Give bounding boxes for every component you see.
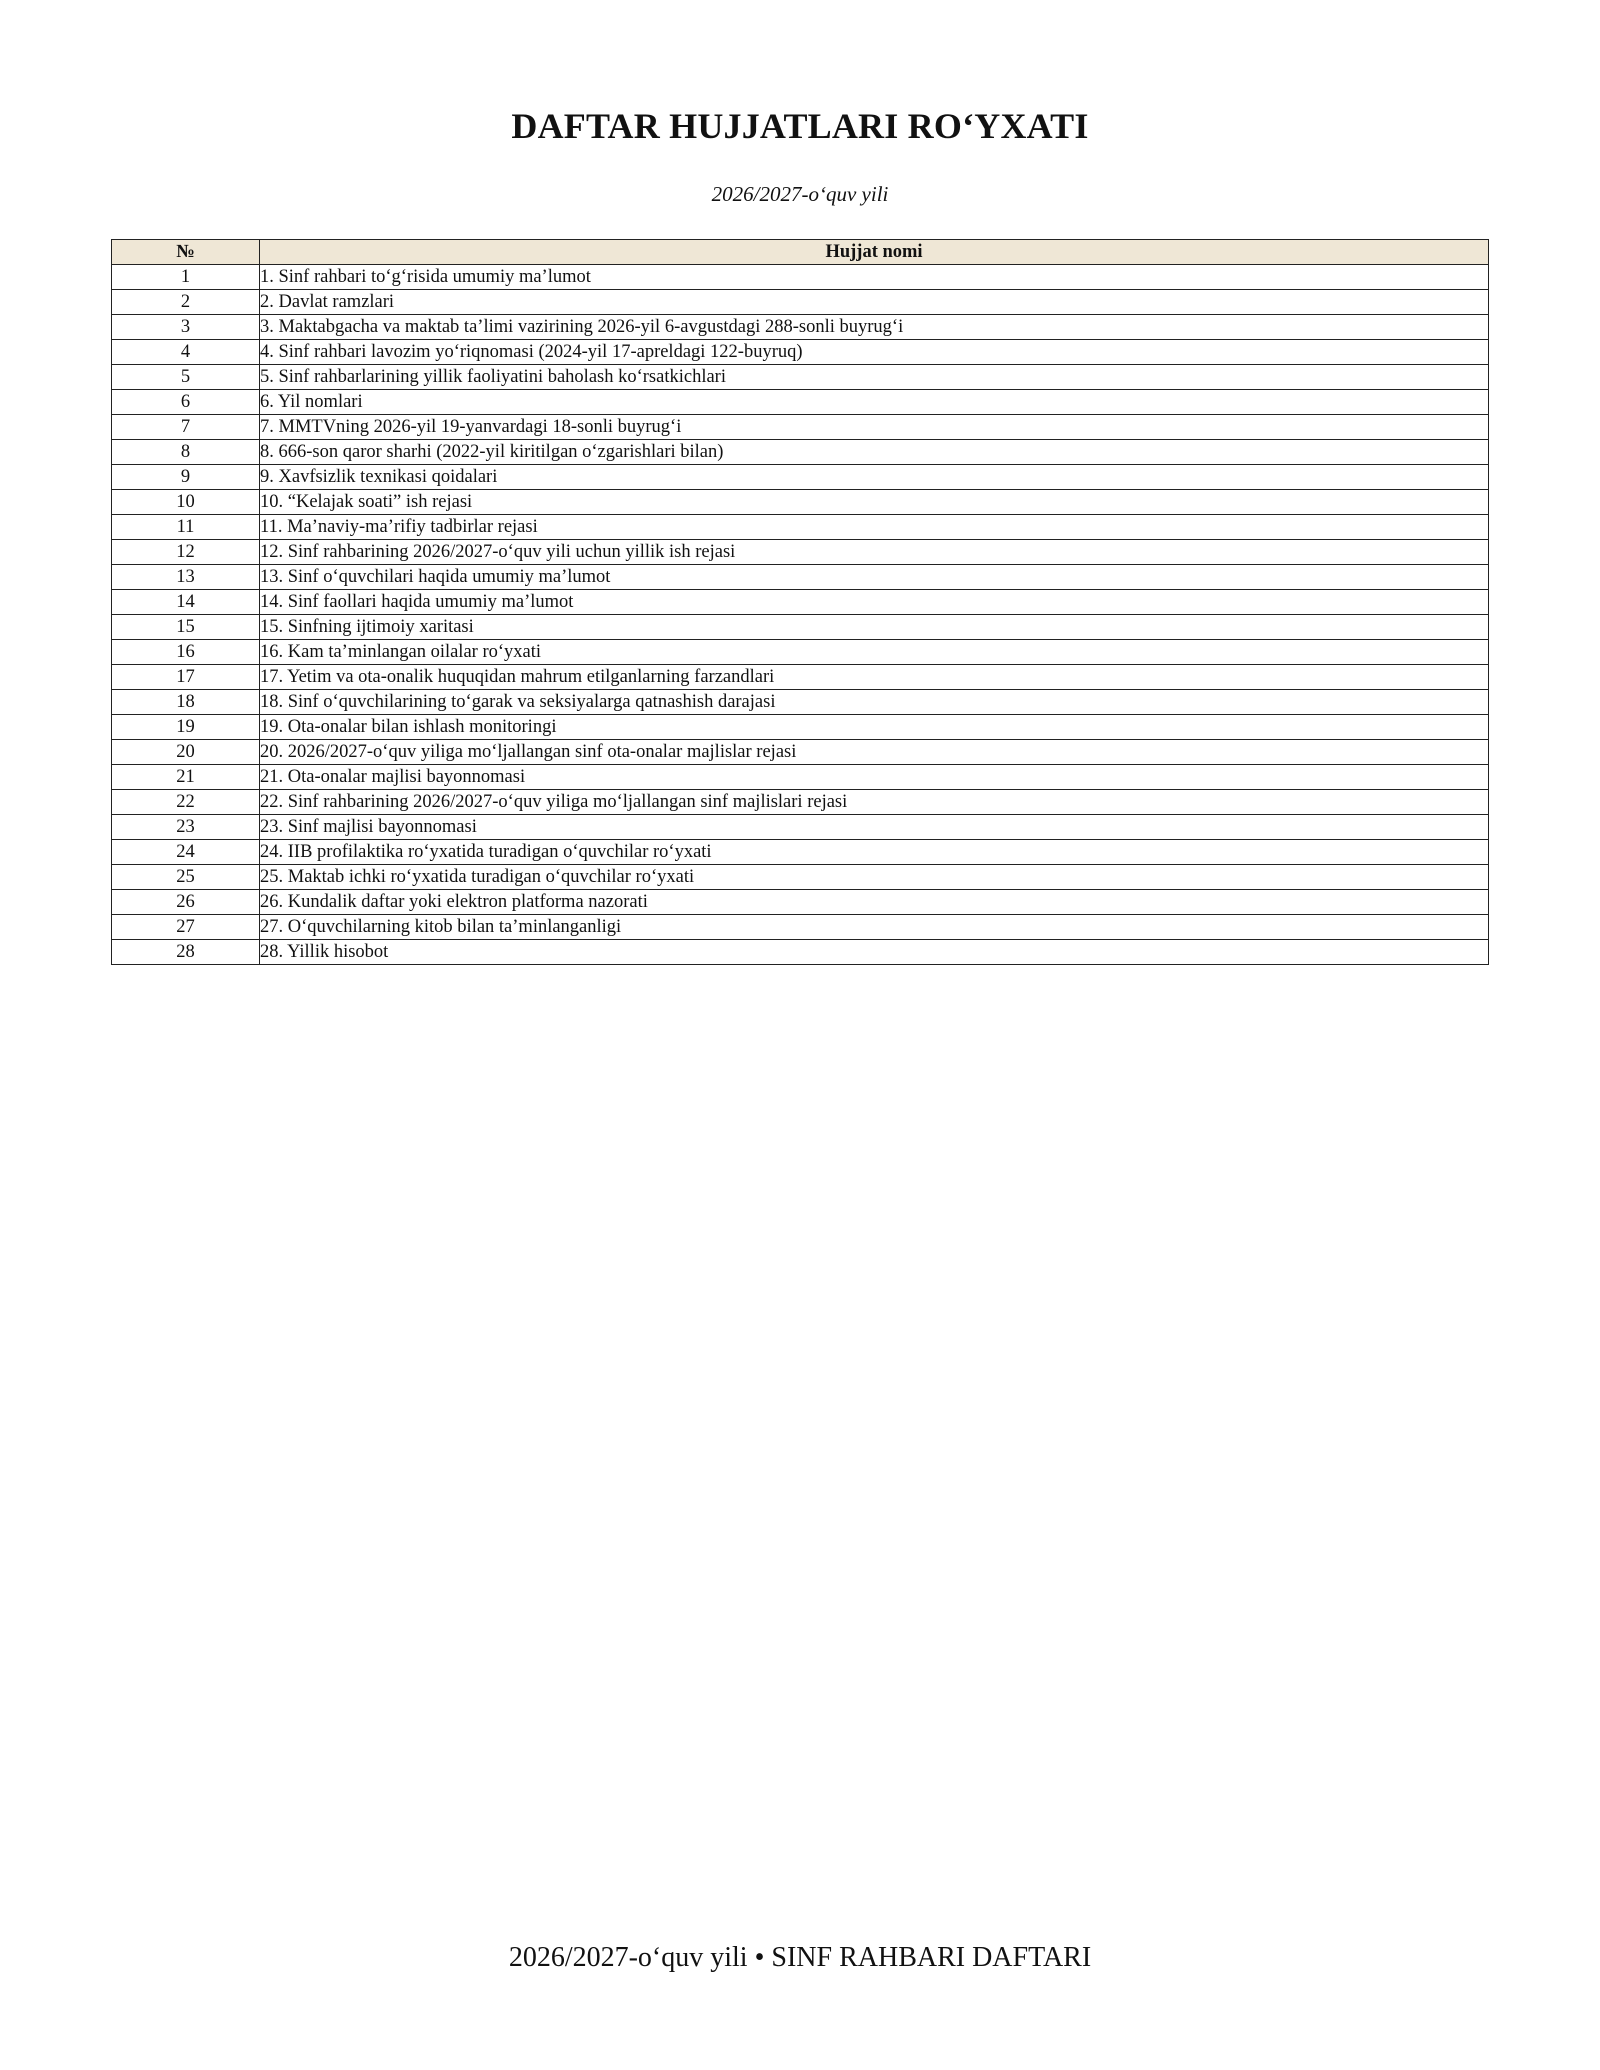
row-document-name: 2. Davlat ramzlari	[260, 290, 1489, 315]
row-number: 1	[112, 265, 260, 290]
document-title: DAFTAR HUJJATLARI RO‘YXATI	[511, 106, 1089, 146]
table-row	[112, 915, 1489, 940]
table-row	[112, 465, 1489, 490]
row-number: 16	[112, 640, 260, 665]
row-document-name: 24. IIB profilaktika ro‘yxatida turadigan o‘quvchilar ro‘yxati	[260, 840, 1489, 865]
table-row	[112, 540, 1489, 565]
row-number: 12	[112, 540, 260, 565]
row-document-name: 17. Yetim va ota-onalik huquqidan mahrum etilganlarning farzandlari	[260, 665, 1489, 690]
column-header-number: №	[112, 240, 260, 265]
table-row	[112, 365, 1489, 390]
row-number: 22	[112, 790, 260, 815]
table-row	[112, 390, 1489, 415]
table-row	[112, 615, 1489, 640]
row-number: 5	[112, 365, 260, 390]
row-number: 13	[112, 565, 260, 590]
row-number: 14	[112, 590, 260, 615]
row-number: 18	[112, 690, 260, 715]
table-header-row	[112, 240, 1489, 265]
row-number: 23	[112, 815, 260, 840]
row-number: 6	[112, 390, 260, 415]
table-row	[112, 740, 1489, 765]
row-document-name: 3. Maktabgacha va maktab ta’limi vazirining 2026-yil 6-avgustdagi 288-sonli buyrug‘i	[260, 315, 1489, 340]
row-number: 15	[112, 615, 260, 640]
row-document-name: 6. Yil nomlari	[260, 390, 1489, 415]
table-row	[112, 415, 1489, 440]
table-row	[112, 515, 1489, 540]
table-row	[112, 690, 1489, 715]
row-document-name: 23. Sinf majlisi bayonnomasi	[260, 815, 1489, 840]
table-row	[112, 715, 1489, 740]
table-row	[112, 265, 1489, 290]
table-row	[112, 640, 1489, 665]
row-number: 26	[112, 890, 260, 915]
row-document-name: 16. Kam ta’minlangan oilalar ro‘yxati	[260, 640, 1489, 665]
table-row	[112, 440, 1489, 465]
table-row	[112, 815, 1489, 840]
table-row	[112, 590, 1489, 615]
row-number: 3	[112, 315, 260, 340]
row-number: 9	[112, 465, 260, 490]
row-document-name: 22. Sinf rahbarining 2026/2027-o‘quv yiliga mo‘ljallangan sinf majlislari rejasi	[260, 790, 1489, 815]
table-row	[112, 940, 1489, 965]
row-number: 25	[112, 865, 260, 890]
row-document-name: 26. Kundalik daftar yoki elektron platforma nazorati	[260, 890, 1489, 915]
row-document-name: 10. “Kelajak soati” ish rejasi	[260, 490, 1489, 515]
row-number: 8	[112, 440, 260, 465]
row-document-name: 7. MMTVning 2026-yil 19-yanvardagi 18-sonli buyrug‘i	[260, 415, 1489, 440]
row-document-name: 5. Sinf rahbarlarining yillik faoliyatini baholash ko‘rsatkichlari	[260, 365, 1489, 390]
table-row	[112, 665, 1489, 690]
row-number: 20	[112, 740, 260, 765]
row-number: 24	[112, 840, 260, 865]
row-document-name: 20. 2026/2027-o‘quv yiliga mo‘ljallangan sinf ota-onalar majlislar rejasi	[260, 740, 1489, 765]
column-header-document-name: Hujjat nomi	[260, 240, 1489, 265]
row-document-name: 12. Sinf rahbarining 2026/2027-o‘quv yili uchun yillik ish rejasi	[260, 540, 1489, 565]
table-row	[112, 840, 1489, 865]
row-number: 17	[112, 665, 260, 690]
documents-table	[111, 239, 1489, 965]
row-number: 28	[112, 940, 260, 965]
row-number: 10	[112, 490, 260, 515]
row-document-name: 13. Sinf o‘quvchilari haqida umumiy ma’lumot	[260, 565, 1489, 590]
table-row	[112, 865, 1489, 890]
row-document-name: 15. Sinfning ijtimoiy xaritasi	[260, 615, 1489, 640]
row-document-name: 4. Sinf rahbari lavozim yo‘riqnomasi (2024-yil 17-apreldagi 122-buyruq)	[260, 340, 1489, 365]
table-row	[112, 290, 1489, 315]
row-document-name: 18. Sinf o‘quvchilarining to‘garak va seksiyalarga qatnashish darajasi	[260, 690, 1489, 715]
row-number: 7	[112, 415, 260, 440]
row-number: 4	[112, 340, 260, 365]
row-document-name: 28. Yillik hisobot	[260, 940, 1489, 965]
table-body	[112, 265, 1489, 965]
row-document-name: 27. O‘quvchilarning kitob bilan ta’minlanganligi	[260, 915, 1489, 940]
row-document-name: 19. Ota-onalar bilan ishlash monitoringi	[260, 715, 1489, 740]
table-row	[112, 790, 1489, 815]
table-row	[112, 315, 1489, 340]
row-document-name: 14. Sinf faollari haqida umumiy ma’lumot	[260, 590, 1489, 615]
row-document-name: 9. Xavfsizlik texnikasi qoidalari	[260, 465, 1489, 490]
table-row	[112, 565, 1489, 590]
table-row	[112, 765, 1489, 790]
table-row	[112, 490, 1489, 515]
row-document-name: 8. 666-son qaror sharhi (2022-yil kiritilgan o‘zgarishlari bilan)	[260, 440, 1489, 465]
row-number: 21	[112, 765, 260, 790]
table-row	[112, 890, 1489, 915]
row-number: 11	[112, 515, 260, 540]
row-document-name: 11. Ma’naviy-ma’rifiy tadbirlar rejasi	[260, 515, 1489, 540]
row-document-name: 21. Ota-onalar majlisi bayonnomasi	[260, 765, 1489, 790]
row-document-name: 1. Sinf rahbari to‘g‘risida umumiy ma’lumot	[260, 265, 1489, 290]
row-number: 2	[112, 290, 260, 315]
table-row	[112, 340, 1489, 365]
row-document-name: 25. Maktab ichki ro‘yxatida turadigan o‘quvchilar ro‘yxati	[260, 865, 1489, 890]
row-number: 27	[112, 915, 260, 940]
page-footer: 2026/2027-o‘quv yili • SINF RAHBARI DAFTARI	[508, 1942, 1092, 1973]
document-subtitle: 2026/2027-o‘quv yili	[711, 182, 889, 206]
row-number: 19	[112, 715, 260, 740]
